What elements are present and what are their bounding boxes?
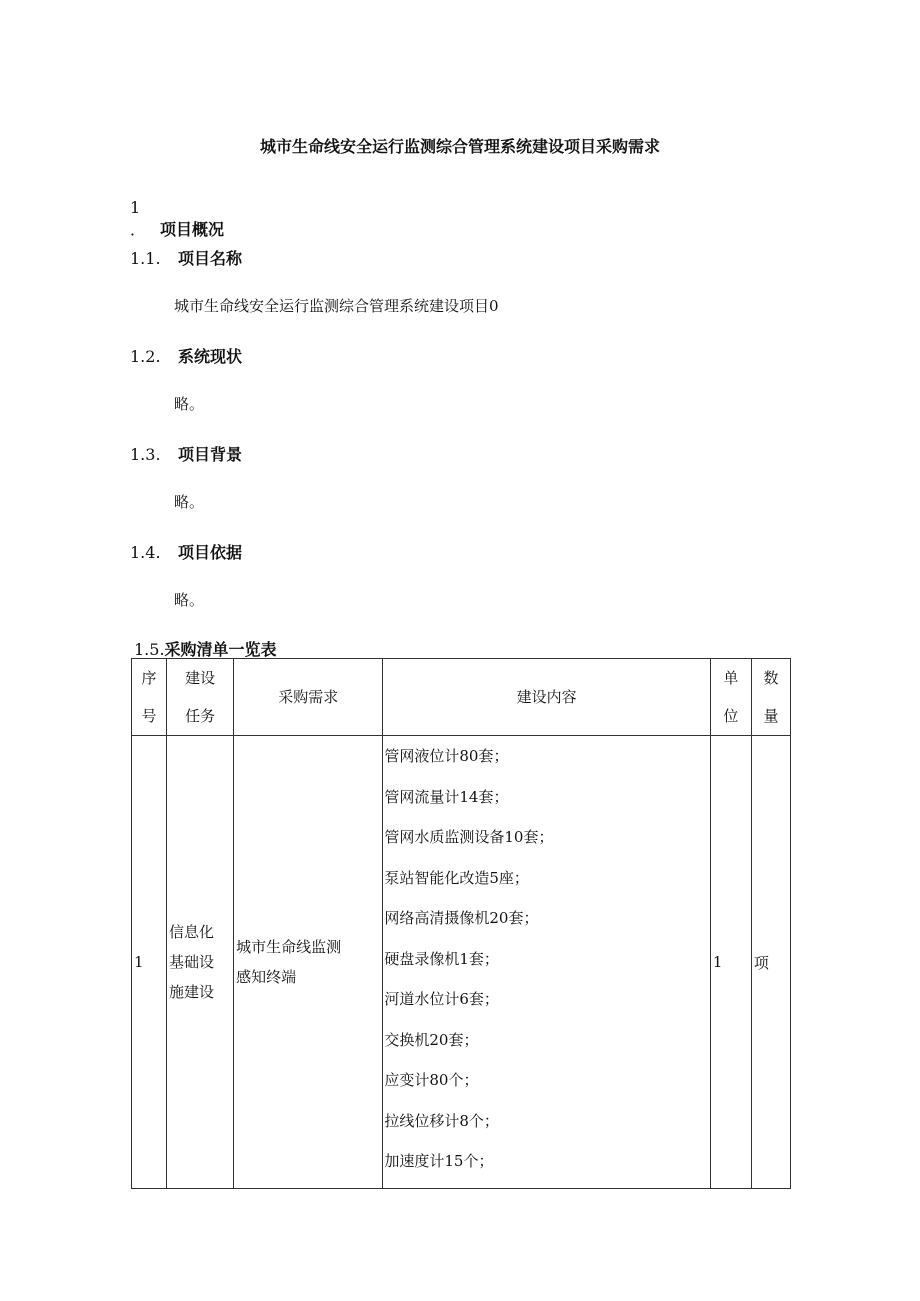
list-item: 网络高清摄像机20套； xyxy=(384,909,539,927)
cell-content xyxy=(383,736,710,1189)
section-number: 1.1. xyxy=(130,249,161,268)
section-title: 项目依据 xyxy=(178,543,243,562)
list-item: 拉线位移计8个； xyxy=(384,1111,499,1130)
header-content: 建设内容 xyxy=(383,659,710,736)
cell-task: 信息化 基础设 施建设 xyxy=(167,736,234,1189)
section-title: 项目背景 xyxy=(178,445,243,464)
table-header-row xyxy=(132,659,791,736)
list-item: 硬盘录像机1套； xyxy=(384,949,499,968)
cell-seq: 1 xyxy=(132,736,167,1189)
list-item: 管网流量计14套； xyxy=(384,787,509,806)
cell-requirement: 城市生命线监测 感知终端 xyxy=(234,736,383,1189)
section-1-5-heading xyxy=(134,637,277,660)
cell-quantity: 项 xyxy=(751,736,790,1189)
list-item: 河道水位计6套； xyxy=(384,990,499,1008)
section-1-1-heading xyxy=(130,246,242,269)
section-title: 项目概况 xyxy=(160,220,225,239)
project-background-text: 略。 xyxy=(174,493,205,511)
section-1-3-heading xyxy=(130,442,242,465)
section-number: 1.2. xyxy=(130,347,161,366)
section-number: 1 ． xyxy=(130,198,147,239)
list-item: 加速度计15个； xyxy=(384,1152,494,1170)
section-title: 系统现状 xyxy=(178,347,243,366)
section-title: 项目名称 xyxy=(178,249,243,268)
list-item: 管网液位计80套； xyxy=(384,747,509,765)
header-requirement: 采购需求 xyxy=(234,659,383,736)
table-row xyxy=(132,736,791,1189)
system-status-text: 略。 xyxy=(174,395,205,413)
section-number: 1.3. xyxy=(130,445,161,464)
list-item: 应变计80个； xyxy=(384,1071,479,1089)
list-item: 交换机20套； xyxy=(384,1030,479,1049)
section-number: 1.4. xyxy=(130,543,161,562)
document-title: 城市生命线安全运行监测综合管理系统建设项目采购需求 xyxy=(259,137,660,156)
section-1-2-heading xyxy=(130,344,242,367)
cell-unit: 1 xyxy=(710,736,751,1189)
header-seq: 序 号 xyxy=(132,659,167,736)
list-item: 管网水质监测设备10套； xyxy=(384,828,554,846)
section-title: 采购清单一览表 xyxy=(164,640,277,659)
project-basis-text: 略。 xyxy=(174,591,205,609)
section-1-4-heading xyxy=(130,540,242,563)
list-item: 泵站智能化改造5座； xyxy=(384,868,529,887)
project-name-text: 城市生命线安全运行监测综合管理系统建设项目0 xyxy=(174,297,499,315)
header-task: 建设 任务 xyxy=(167,659,234,736)
header-unit: 单 位 xyxy=(710,659,751,736)
header-quantity: 数 量 xyxy=(751,659,790,736)
section-1-heading xyxy=(130,198,224,240)
section-number: 1.5. xyxy=(134,640,165,659)
procurement-table xyxy=(131,658,791,1189)
